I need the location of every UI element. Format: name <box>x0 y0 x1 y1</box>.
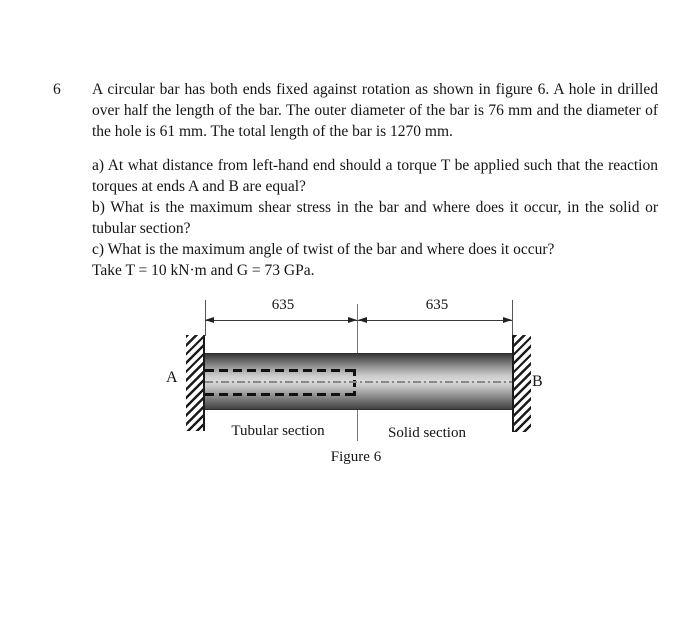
end-label-a: A <box>166 369 178 386</box>
fixed-wall-left <box>186 335 205 431</box>
extension-line-right <box>512 300 513 336</box>
problem-statement: A circular bar has both ends fixed against rotation as shown in figure 6. A hole in drilled over half the length of the bar. The outer diameter of the bar is 76 mm and the diameter of the hole is 61 mm. The total length of the bar is 1270 mm. <box>92 81 658 140</box>
question-b: b) What is the maximum shear stress in the bar and where does it occur, in the solid or tubular section? <box>92 199 658 237</box>
dimension-label-left: 635 <box>271 297 295 313</box>
dimension-line-left <box>205 320 357 321</box>
fixed-wall-right <box>512 335 531 432</box>
dimension-line-right <box>357 320 512 321</box>
arrowhead-right-icon <box>503 317 512 323</box>
problem-number: 6 <box>53 81 61 98</box>
question-c: c) What is the maximum angle of twist of the bar and where does it occur? <box>92 241 555 258</box>
arrowhead-mid-right-icon <box>358 317 367 323</box>
dimension-label-right: 635 <box>425 297 449 313</box>
arrowhead-mid-left-icon <box>348 317 357 323</box>
tubular-section-label: Tubular section <box>231 423 325 439</box>
bar-centerline <box>205 381 512 383</box>
end-label-b: B <box>532 373 543 390</box>
figure-caption: Figure 6 <box>330 449 382 465</box>
solid-section-label: Solid section <box>388 425 466 441</box>
hole-outline-top <box>205 369 356 372</box>
given-values: Take T = 10 kN·m and G = 73 GPa. <box>92 262 315 279</box>
question-a: a) At what distance from left-hand end should a torque T be applied such that the reaction torques at ends A and B are equal? <box>92 157 658 195</box>
hole-outline-bottom <box>205 393 356 396</box>
arrowhead-left-icon <box>205 317 214 323</box>
